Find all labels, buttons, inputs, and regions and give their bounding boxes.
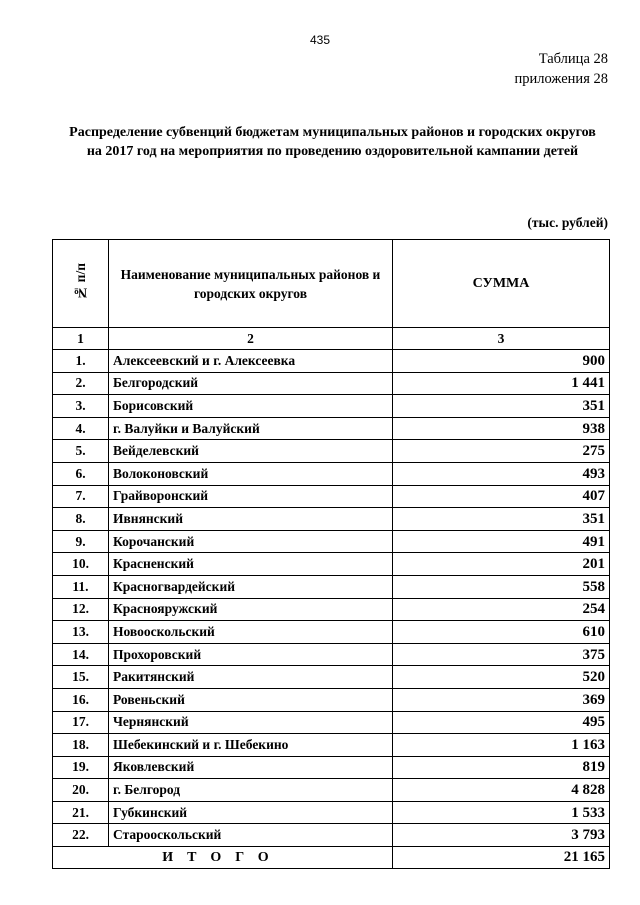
row-number: 7. [53,485,109,508]
row-name: Ивнянский [109,508,393,531]
table-row [53,734,610,757]
table-row [53,801,610,824]
table-row [53,530,610,553]
row-number: 14. [53,643,109,666]
row-number: 1. [53,350,109,373]
column-number: 1 [53,328,109,350]
row-sum: 3 793 [393,824,610,847]
column-number-row [53,328,610,350]
total-sum: 21 165 [393,847,610,869]
row-number: 12. [53,598,109,621]
table-row [53,508,610,531]
page-number: 435 [309,33,331,47]
row-name: Краснояружский [109,598,393,621]
row-sum: 493 [393,462,610,485]
row-number: 19. [53,756,109,779]
table-row [53,666,610,689]
row-sum: 4 828 [393,779,610,802]
row-name: Волоконовский [109,462,393,485]
row-name: Старооскольский [109,824,393,847]
row-name: г. Валуйки и Валуйский [109,417,393,440]
row-name: Шебекинский и г. Шебекино [109,734,393,757]
row-number: 5. [53,440,109,463]
row-name: Борисовский [109,395,393,418]
distribution-table [52,239,610,869]
column-number: 2 [109,328,393,350]
row-number: 16. [53,688,109,711]
row-number: 11. [53,575,109,598]
table-header-row [53,240,610,328]
row-sum: 819 [393,756,610,779]
total-label: ИТОГО [53,847,393,869]
row-number: 21. [53,801,109,824]
header-sum: СУММА [393,240,610,328]
row-name: Корочанский [109,530,393,553]
header-num: № п/п [53,240,109,328]
column-number: 3 [393,328,610,350]
row-number: 17. [53,711,109,734]
table-row [53,485,610,508]
row-name: Прохоровский [109,643,393,666]
row-sum: 491 [393,530,610,553]
row-sum: 1 163 [393,734,610,757]
table-label-line2: приложения 28 [514,71,608,87]
row-name: Ровеньский [109,688,393,711]
table-row [53,462,610,485]
row-number: 10. [53,553,109,576]
row-number: 8. [53,508,109,531]
row-name: Красненский [109,553,393,576]
row-sum: 275 [393,440,610,463]
row-sum: 375 [393,643,610,666]
row-sum: 407 [393,485,610,508]
row-number: 15. [53,666,109,689]
row-sum: 520 [393,666,610,689]
row-number: 6. [53,462,109,485]
table-row [53,779,610,802]
row-name: Ракитянский [109,666,393,689]
table-row [53,350,610,373]
document-title: Распределение субвенций бюджетам муниципальных районов и городских округов на 2017 год на мероприятия по проведению оздоровительной кампании детей [69,125,596,159]
row-sum: 900 [393,350,610,373]
row-number: 4. [53,417,109,440]
table-row [53,553,610,576]
row-sum: 369 [393,688,610,711]
table-row [53,688,610,711]
table-label-line1: Таблица 28 [538,51,608,67]
unit-note: (тыс. рублей) [527,215,608,230]
row-name: Вейделевский [109,440,393,463]
row-name: Красногвардейский [109,575,393,598]
row-number: 2. [53,372,109,395]
row-name: Яковлевский [109,756,393,779]
row-name: Белгородский [109,372,393,395]
row-number: 9. [53,530,109,553]
row-number: 22. [53,824,109,847]
table-row [53,440,610,463]
row-number: 3. [53,395,109,418]
header-name: Наименование муниципальных районов и городских округов [109,240,393,328]
row-sum: 351 [393,395,610,418]
row-sum: 1 533 [393,801,610,824]
row-number: 18. [53,734,109,757]
row-name: Грайворонский [109,485,393,508]
table-row [53,824,610,847]
table-row [53,395,610,418]
row-name: г. Белгород [109,779,393,802]
row-name: Алексеевский и г. Алексеевка [109,350,393,373]
row-sum: 558 [393,575,610,598]
table-row [53,372,610,395]
table-row [53,598,610,621]
row-sum: 610 [393,621,610,644]
row-sum: 938 [393,417,610,440]
table-row [53,756,610,779]
table-row [53,643,610,666]
row-number: 13. [53,621,109,644]
row-number: 20. [53,779,109,802]
table-row [53,575,610,598]
row-name: Губкинский [109,801,393,824]
row-sum: 1 441 [393,372,610,395]
row-name: Чернянский [109,711,393,734]
table-label [515,49,608,89]
row-sum: 254 [393,598,610,621]
table-row [53,621,610,644]
total-row [53,847,610,869]
row-sum: 351 [393,508,610,531]
row-name: Новооскольский [109,621,393,644]
row-sum: 495 [393,711,610,734]
table-row [53,417,610,440]
row-sum: 201 [393,553,610,576]
table-row [53,711,610,734]
